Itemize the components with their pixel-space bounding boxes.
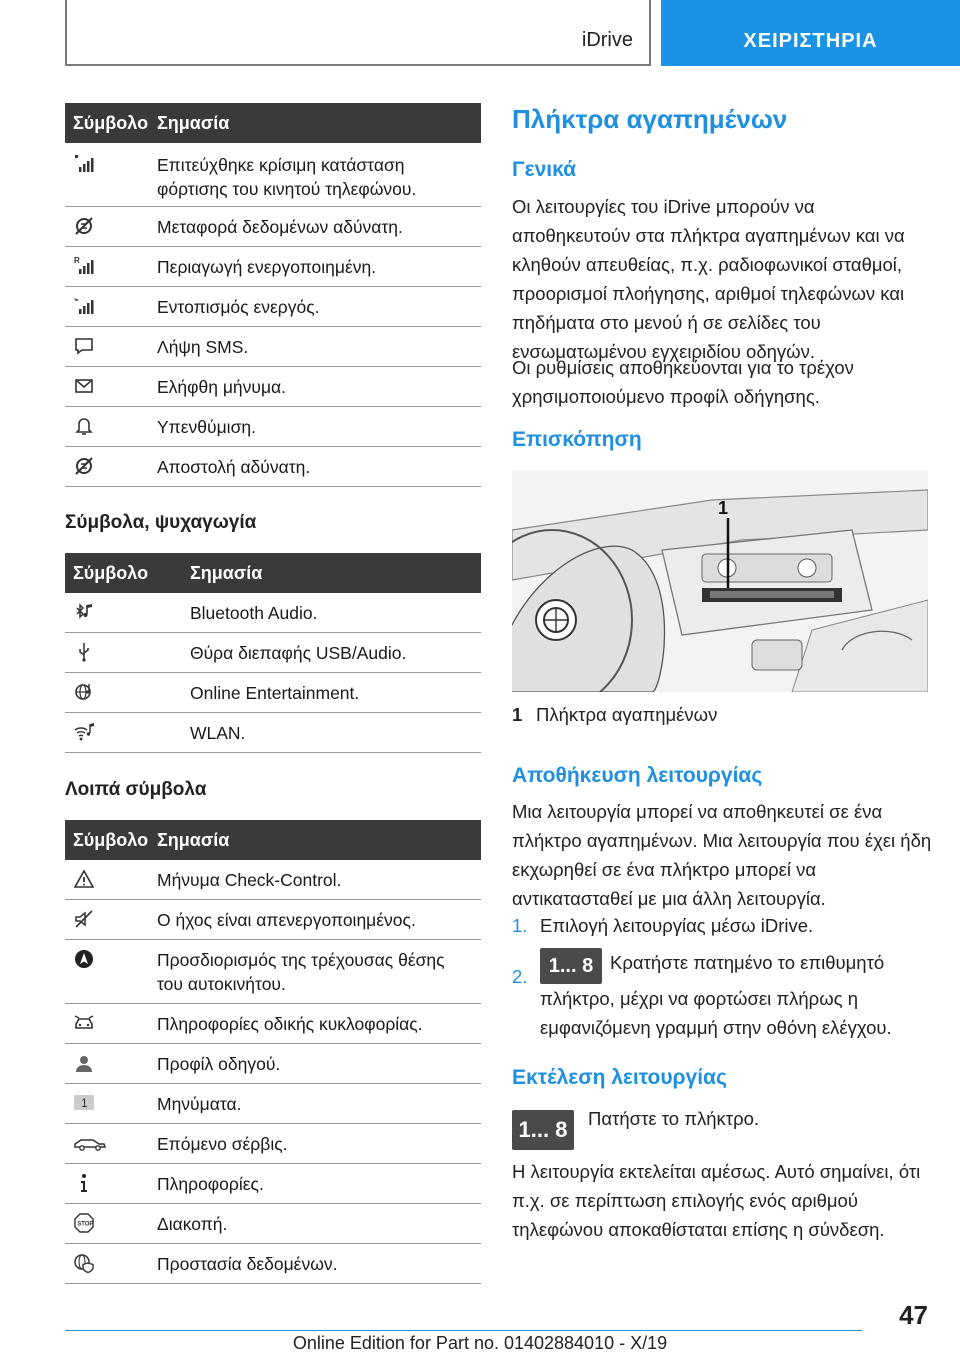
table-row: [65, 1004, 481, 1044]
heading-general: Γενικά: [512, 158, 577, 181]
car-service-icon: [73, 1132, 107, 1154]
table-row: [65, 1164, 481, 1204]
row-text: Θύρα διεπαφής USB/Audio.: [190, 643, 407, 663]
row-text: Υπενθύμιση.: [157, 417, 256, 437]
sound-off-icon: [73, 908, 95, 930]
header-frame: [65, 0, 651, 66]
svg-text:STOP: STOP: [77, 1221, 94, 1228]
info-icon: [73, 1172, 95, 1194]
step-2-text: Κρατήστε πατημένο το επιθυμητό πλήκτρο, μέχρι να φορτώσει πλήρως η εμφανιζόμενη γραμμή στην οθόνη ελέγχου.: [540, 952, 892, 1038]
col-symbol: Σύμβολο: [73, 112, 149, 133]
table-header: [65, 103, 481, 143]
table-row: [65, 327, 481, 367]
message-one-icon: [73, 1092, 95, 1114]
row-text: Bluetooth Audio.: [190, 603, 318, 623]
table-row: [65, 1244, 481, 1284]
row-text: Προστασία δεδομένων.: [157, 1254, 338, 1274]
row-text: WLAN.: [190, 723, 246, 743]
row-text: Online Entertainment.: [190, 683, 360, 703]
col-meaning: Σημασία: [157, 829, 230, 850]
table-row: [65, 447, 481, 487]
row-text: Μήνυμα Check-Control.: [157, 870, 342, 890]
stop-icon: [73, 1212, 95, 1234]
usb-icon: [73, 641, 95, 663]
table-row: [65, 633, 481, 673]
table-row: [65, 593, 481, 633]
step-1-text: Επιλογή λειτουργίας μέσω iDrive.: [540, 915, 814, 936]
online-entertainment-icon: [73, 681, 95, 703]
footer-edition: Online Edition for Part no. 01402884010 - X/19: [292, 1333, 668, 1353]
callout-text: Πλήκτρα αγαπημένων: [536, 704, 718, 725]
heading-store-function: Αποθήκευση λειτουργίας: [512, 764, 763, 787]
svg-text:1: 1: [81, 1096, 88, 1110]
col-symbol: Σύμβολο: [73, 562, 149, 583]
data-transfer-disabled-icon: [73, 215, 95, 237]
paragraph-store: Μια λειτουργία μπορεί να αποθηκευτεί σε ένα πλήκτρο αγαπημένων. Μια λειτουργία που έχει ήδη εκχωρηθεί σε ένα πλήκτρο μπορεί να αντικατασταθεί με μια άλλη λειτουργία.: [512, 801, 932, 909]
col-symbol: Σύμβολο: [73, 829, 149, 850]
bell-icon: [73, 415, 95, 437]
row-text: Διακοπή.: [157, 1214, 228, 1234]
step-1: [512, 911, 932, 940]
row-text: Επόμενο σέρβις.: [157, 1134, 288, 1154]
table-row: [65, 247, 481, 287]
table-row: [65, 1204, 481, 1244]
section-heading-entertainment: Σύμβολα, ψυχαγωγία: [65, 512, 257, 533]
section-heading-other: Λοιπά σύμβολα: [65, 779, 207, 800]
location-signal-icon: [73, 295, 95, 317]
dashboard-illustration: [512, 470, 928, 692]
table-row: [65, 900, 481, 940]
row-text: Μηνύματα.: [157, 1094, 242, 1114]
svg-text:R: R: [74, 256, 80, 265]
heading-execute-function: Εκτέλεση λειτουργίας: [512, 1066, 727, 1089]
page-number: 47: [899, 1300, 928, 1330]
symbols-table-other: [65, 820, 481, 1284]
callout-number: 1: [718, 498, 729, 518]
symbols-table-phone: [65, 103, 481, 487]
row-text: Λήψη SMS.: [157, 337, 249, 357]
signal-bars-critical-icon: [73, 153, 95, 175]
envelope-icon: [73, 375, 95, 397]
paragraph-general-2: Οι ρυθμίσεις αποθηκεύονται για το τρέχον χρησιμοποιούμενο προφίλ οδήγησης.: [512, 357, 854, 407]
row-text: Ο ήχος είναι απενεργοποιημένος.: [157, 910, 416, 930]
execute-step: [512, 1104, 932, 1150]
page-title: Πλήκτρα αγαπημένων: [512, 104, 788, 134]
step-2-number: 2.: [512, 966, 528, 987]
table-row: [65, 407, 481, 447]
table-row: [65, 713, 481, 753]
traffic-info-icon: [73, 1012, 95, 1034]
paragraph-general-1: Οι λειτουργίες του iDrive μπορούν να αποθηκευτούν στα πλήκτρα αγαπημένων και να κληθούν απευθείας, π.χ. ραδιοφωνικοί σταθμοί, προορισμοί πλοήγησης, αριθμοί τηλεφώνων και πηδήματα στο μενού ή σε σελίδες του ενσωματωμένου εγχειριδίου οδηγών.: [512, 196, 905, 362]
row-text: Πληροφορίες.: [157, 1174, 264, 1194]
step-2: [512, 948, 932, 1042]
send-disabled-icon: [73, 455, 95, 477]
table-row: [65, 673, 481, 713]
row-text: Προσδιορισμός της τρέχουσας θέσης του αυτοκινήτου.: [157, 950, 445, 994]
row-text: Περιαγωγή ενεργοποιημένη.: [157, 257, 377, 277]
table-header: [65, 820, 481, 860]
data-protection-icon: [73, 1252, 95, 1274]
driver-profile-icon: [73, 1052, 95, 1074]
header-chapter-tab: ΧΕΙΡΙΣΤΗΡΙΑ: [661, 0, 960, 66]
bluetooth-audio-icon: [73, 601, 95, 623]
header-section: iDrive: [581, 29, 633, 51]
table-row: [65, 207, 481, 247]
callout-caption: [512, 700, 932, 729]
row-text: Μεταφορά δεδομένων αδύνατη.: [157, 217, 403, 237]
page-header: [0, 0, 960, 66]
row-text: Εντοπισμός ενεργός.: [157, 297, 320, 317]
favorite-key-button[interactable]: 1... 8: [540, 948, 602, 984]
symbols-table-entertainment: [65, 553, 481, 753]
table-row: [65, 1084, 481, 1124]
step-1-number: 1.: [512, 915, 528, 936]
favorite-key-button-execute[interactable]: 1... 8: [512, 1110, 574, 1150]
table-header: [65, 553, 481, 593]
wlan-icon: [73, 721, 95, 743]
col-meaning: Σημασία: [190, 562, 263, 583]
table-row: [65, 287, 481, 327]
row-text: Αποστολή αδύνατη.: [157, 457, 311, 477]
row-text: Επιτεύχθηκε κρίσιμη κατάσταση φόρτισης του κινητού τηλεφώνου.: [157, 155, 417, 199]
callout-label: 1: [512, 704, 523, 725]
row-text: Προφίλ οδηγού.: [157, 1054, 281, 1074]
execute-step-text: Πατήστε το πλήκτρο.: [588, 1108, 760, 1129]
table-row: [65, 367, 481, 407]
navigation-arrow-icon: [73, 948, 95, 970]
roaming-signal-icon: [73, 255, 95, 277]
row-text: Ελήφθη μήνυμα.: [157, 377, 287, 397]
warning-triangle-icon: [73, 868, 95, 890]
table-row: [65, 1044, 481, 1084]
table-row: [65, 143, 481, 207]
table-row: [65, 860, 481, 900]
heading-overview: Επισκόπηση: [512, 428, 642, 451]
row-text: Πληροφορίες οδικής κυκλοφορίας.: [157, 1014, 423, 1034]
sms-bubble-icon: [73, 335, 95, 357]
col-meaning: Σημασία: [157, 112, 230, 133]
footer-divider: [65, 1330, 862, 1331]
table-row: [65, 940, 481, 1004]
paragraph-execute: Η λειτουργία εκτελείται αμέσως. Αυτό σημαίνει, ότι π.χ. σε περίπτωση επιλογής ενός αριθμού τηλεφώνου αποκαθίσταται επίσης η σύνδεση.: [512, 1161, 921, 1240]
table-row: [65, 1124, 481, 1164]
